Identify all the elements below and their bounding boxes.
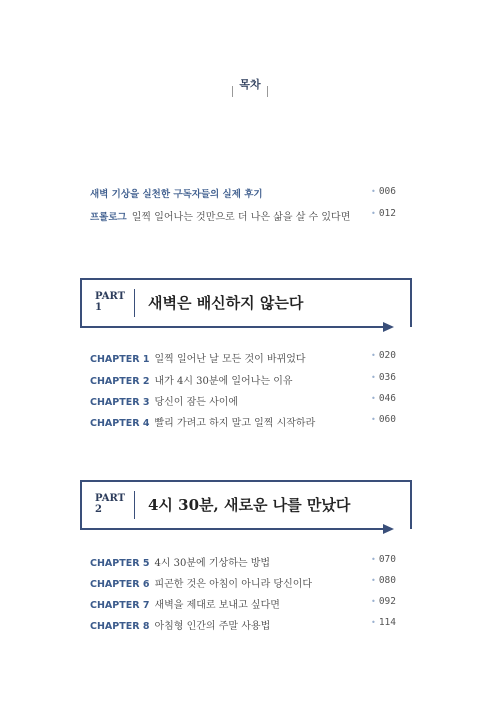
part-divider xyxy=(134,491,135,519)
entry-title: 일찍 일어나는 것만으로 더 나은 삶을 살 수 있다면 xyxy=(131,212,351,223)
chapter-title: 피곤한 것은 아침이 아니라 당신이다 xyxy=(154,579,313,590)
page-number: • 046 xyxy=(371,393,396,404)
toc-entry-chapter-8[interactable] xyxy=(90,617,396,633)
page-number: • 020 xyxy=(371,350,396,361)
part-2-arrow-icon xyxy=(80,523,394,535)
entry-label: 프롤로그 xyxy=(90,212,127,223)
part-1-header xyxy=(80,278,412,327)
part-label: PART 1 xyxy=(95,291,126,313)
heading-divider-left xyxy=(232,86,233,97)
entry-title: 새벽 기상을 실천한 구독자들의 실제 후기 xyxy=(90,189,263,200)
page-number: • 080 xyxy=(371,575,396,586)
chapter-title: 당신이 잠든 사이에 xyxy=(154,397,239,408)
chapter-label: CHAPTER 5 xyxy=(90,558,150,569)
heading-divider-right xyxy=(267,86,268,97)
chapter-label: CHAPTER 4 xyxy=(90,418,150,429)
toc-entry-chapter-1[interactable] xyxy=(90,350,396,366)
toc-entry-chapter-5[interactable] xyxy=(90,554,396,570)
toc-heading xyxy=(0,76,500,97)
chapter-title: 내가 4시 30분에 일어나는 이유 xyxy=(154,376,293,387)
part-divider xyxy=(134,289,135,317)
toc-title-text: 목차 xyxy=(239,78,261,91)
page-number: • 012 xyxy=(371,208,396,219)
part-title: 4시 30분, 새로운 나를 만났다 xyxy=(148,496,351,514)
chapter-label: CHAPTER 3 xyxy=(90,397,150,408)
page-number: • 006 xyxy=(371,186,396,197)
chapter-label: CHAPTER 6 xyxy=(90,579,150,590)
page-number: • 114 xyxy=(371,617,396,628)
page-number: • 060 xyxy=(371,414,396,425)
page-number: • 092 xyxy=(371,596,396,607)
chapter-title: 일찍 일어난 날 모든 것이 바뀌었다 xyxy=(154,354,306,365)
toc-entry-chapter-6[interactable] xyxy=(90,575,396,591)
toc-entry-reviews[interactable] xyxy=(90,186,396,202)
chapter-label: CHAPTER 7 xyxy=(90,600,150,611)
page-number: • 070 xyxy=(371,554,396,565)
part-label: PART 2 xyxy=(95,493,126,515)
chapter-label: CHAPTER 2 xyxy=(90,376,150,387)
chapter-title: 4시 30분에 기상하는 방법 xyxy=(154,558,271,569)
toc-entry-chapter-2[interactable] xyxy=(90,372,396,388)
chapter-title: 아침형 인간의 주말 사용법 xyxy=(154,621,271,632)
toc-entry-chapter-7[interactable] xyxy=(90,596,396,612)
part-1-arrow-icon xyxy=(80,321,394,333)
chapter-title: 새벽을 제대로 보내고 싶다면 xyxy=(154,600,280,611)
chapter-label: CHAPTER 1 xyxy=(90,354,150,365)
part-2-header xyxy=(80,480,412,529)
toc-entry-chapter-4[interactable] xyxy=(90,414,396,430)
page-number: • 036 xyxy=(371,372,396,383)
toc-entry-prologue[interactable] xyxy=(90,208,396,224)
toc-entry-chapter-3[interactable] xyxy=(90,393,396,409)
chapter-label: CHAPTER 8 xyxy=(90,621,150,632)
chapter-title: 빨리 가려고 하지 말고 일찍 시작하라 xyxy=(154,418,316,429)
part-title: 새벽은 배신하지 않는다 xyxy=(148,294,304,312)
